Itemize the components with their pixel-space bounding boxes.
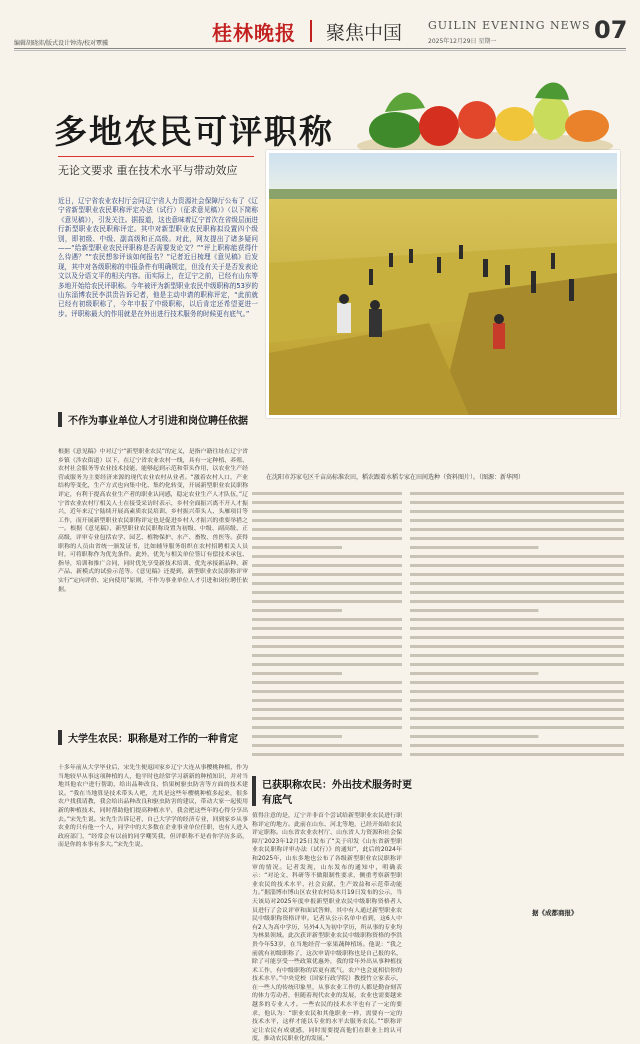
text-line	[410, 501, 624, 504]
text-line	[410, 681, 624, 684]
text-line	[252, 744, 402, 747]
article-title: 多地农民可评职称	[54, 112, 334, 151]
text-line	[252, 708, 402, 711]
text-line	[410, 744, 624, 747]
text-line	[252, 636, 402, 639]
article-intro: 近日，辽宁省农业农村厅会同辽宁省人力资源社会保障厅公布了《辽宁省新型职业农民职称评定办法（试行）（征求意见稿）》（以下简称《意见稿》），引发关注。据报道，这也意味着辽宁首次在省级层面进行新型职业农民职称评定。其中对新型职业农民职称拟设置四个级别，即初级、中级、副高级和正高级。对此，网友提出了诸多疑问——“给新型职业农民评职称是否需要发论文？”“评上职称能获得什么待遇？”“农民想参评该如何报名？”记者近日梳理《意见稿》后发现，其中对各级职称的申报条件有明确规定，但没有关于是否发表论文以及分语文平的相关内容。而实际上，在辽宁之前，已经有山东等多地开始给农民评职称。今年被评为新型职业农民中级职称的53岁的山东淄博农民李洪贵告诉记者，他是主动申请的职称评定，“此前就已经有初级职称了，今年申报了中级职称，以后肯定还希望更进一步。评职称最大的作用就是在外出进行技术服务的时候更有底气。”	[58, 197, 258, 318]
text-line	[252, 654, 402, 657]
photo-rice-field-drawing	[269, 153, 617, 415]
text-line	[410, 591, 624, 594]
text-line	[252, 726, 402, 729]
photo-caption: 在沈阳市苏家屯区千亩高标准农田，稻农跟着水稻专家在田间选种（资料图片）。（图源：新华网）	[266, 474, 525, 481]
text-line	[410, 600, 624, 603]
text-line	[252, 735, 342, 738]
text-line	[252, 519, 402, 522]
text-line	[410, 582, 624, 585]
text-line	[410, 627, 624, 630]
article-subtitle: 无论文要求 重在技术水平与带动效应	[58, 164, 238, 177]
text-line	[410, 537, 624, 540]
text-line	[252, 591, 402, 594]
page-number: 07	[594, 16, 628, 44]
section-2-heading: 大学生农民：职称是对工作的一种肯定	[58, 730, 254, 745]
page-editors: 编辑胡晓沛/版式设计钟涛/校对覃骥	[14, 40, 109, 47]
text-line	[252, 573, 402, 576]
text-line	[410, 492, 624, 495]
text-line	[410, 636, 624, 639]
body-text-columns	[252, 492, 626, 772]
text-line	[410, 645, 624, 648]
newspaper-logo: 桂林晚报	[212, 21, 296, 45]
text-line	[252, 609, 342, 612]
text-line	[410, 708, 624, 711]
text-line	[252, 753, 402, 756]
text-line	[252, 627, 402, 630]
text-line	[410, 573, 624, 576]
text-line	[252, 492, 402, 495]
text-line	[410, 519, 624, 522]
text-line	[410, 735, 538, 738]
text-line	[410, 663, 624, 666]
header-rule-thin	[14, 50, 626, 51]
text-line	[410, 672, 538, 675]
text-line	[410, 690, 624, 693]
section-3-heading: 已获职称农民：外出技术服务时更有底气	[252, 776, 412, 806]
text-line	[252, 681, 402, 684]
text-line	[252, 717, 402, 720]
text-line	[410, 699, 624, 702]
newspaper-english-name: GUILIN EVENING NEWS	[428, 19, 591, 32]
text-line	[252, 618, 402, 621]
section-2-text: 十多年前从大学毕业后，宋先生便返回家乡辽宁大连从事樱桃种植，作为当地较早从事这项种植的人，他平时也经常学习新新的种植知识，并对当地其他农户进行帮助，给出品种改良、恰果树驱虫防害等方面的技术建议。“我在当地算是技术带头人吧，尤其是这些年樱桃种植多起来，很多农户找我请教，我会给出品种改良和驱虫防害的建议，带动大家一起使用新的种植技术，同时帮助他们提高种植水平，我会把这些年的心得分享出去。”宋先生说。宋先生告诉记者，自己大学学的经济专业，回到家乡从事农业的只有他一个人，同学中的大多数在企业事业单位任职，也有人进入政府部门，“经常会有以前的同学嘲笑我，但评职称不是看你学历多高，而是你的本事有多大。”宋先生说。	[58, 765, 248, 849]
text-line	[252, 645, 402, 648]
text-line	[410, 726, 624, 729]
text-line	[252, 564, 402, 567]
text-line	[252, 600, 402, 603]
article-byline: 据《成都商报》	[532, 909, 578, 917]
header-separator	[310, 20, 312, 42]
rice-field-photo	[266, 150, 620, 418]
text-line	[252, 663, 402, 666]
text-line	[410, 564, 624, 567]
text-line	[410, 717, 624, 720]
text-line	[410, 609, 538, 612]
text-line	[252, 672, 342, 675]
text-line	[252, 510, 402, 513]
text-line	[252, 501, 402, 504]
header-rule	[14, 48, 626, 49]
text-line	[252, 546, 342, 549]
issue-date: 2025年12月29日 星期一	[428, 38, 497, 45]
text-line	[410, 555, 624, 558]
text-line	[410, 654, 624, 657]
text-line	[410, 528, 624, 531]
text-line	[252, 528, 402, 531]
text-line	[252, 582, 402, 585]
text-line	[410, 546, 538, 549]
section-1-text: 根据《意见稿》中对辽宁“新型职业农民”的定义，是指户籍往址在辽宁省乡镇（涉农街道）以下，在辽宁省农业农村一线，具有一定种植、养殖、农村社会服务等农业技术技能，能够起到示范和带头作用，以农业生产经营或服务为主要经济来源的现代农业农村从业者。“激着农村人口，产业结构等变化，生产方式也向集中化、集约化转变，开展新型职业农民职称评定，有利于提高农业生产者的职业认同感，稳定农业生产人才队伍，”辽宁省农业农村厅相关人士在接受采访时表示，乡村全面振兴离不开人才振兴，近年来辽宁陆续开展高素质农民培训、乡村振兴带头人、头雁项目等工作，而开展新型职业农民职称评定也是促进乡村人才振兴的重要举措之一。根据《意见稿》，新型职业农民职称设置为初级、中级、副高级、正高级，评审专业包括农学、园艺、植物保护、水产、畜牧、兽医等。获得职称的人员由省统一颁发证书，比如辅导服务组织在农村招聘相关人员时，可将职称作为优先条件。此外，优先与相关单位签订有偿技术承包、指导，培训和推广合同，同时优先享受新技术培训、优先承接新品种、新产品、新模式的试验示范等。《意见稿》还提到，新型职业农民职称评审实行“定向评价、定向使用”原则，不作为事业单位人才引进和岗位聘任依据。	[58, 449, 248, 593]
text-line	[252, 537, 402, 540]
section-3-text: 值得注意的是，辽宁并非首个尝试给新型职业农民进行职称评定的地方。此前在山东、河北等地，已经开始给农民评定职称。山东省农业农村厅、山东省人力资源和社会保障厅2023年12月25日发布了“关于印发《山东省新型职业农民职称评审办法（试行）》的通知”，此后的2024年和2025年，山东多地也公布了各级新型职业农民职称评审的情况。记者发现，山东发布的通知中，明确表示：“对论文、科研等不做限制性要求，侧重考察新型职业农民的技术水平、社会贡献、生产效益和示范带动能力。”据淄博市博山区农业农村局本月19日发布的公示，当天该局对2025年度申报新型职业农民中级职称资格者人员进行了会议评审和面试答辩，其中有人通过新型职业农民中级职称资格评审。记者从公示名单中看到，这6人中有2人为高中学历，另外4人为初中学历，所从事的专业均为林果领域。此次获评新型职业农民中级职称资格的李洪贵今年53岁，在当地经营一家果蔬种植场。他说：“我之前就有初级职称了，这次申请中级职称也是自己报的名，除了可能享受一些政策优惠外，我的常年外出从事种植技术工作，有中级职称的话更有底气。农户也会更相信你的技术水平。”中央党校（国家行政学院）教授竹立家表示，在一些人的传统印象里，从事农业工作的人都是勤奋刻苦的体力劳动者，但随着现代农业的发展，农业也需要越来越多的专业人才。一些农民的技术水平也有了一定的要求，他认为：“职业农民和其他职业一样，需要有一定的技术水平，这样才能以专业的水平去服务农民。”“职称评定让农民有成就感，同时需要提高他们在职业上的认可度，推动农民职业化的发展。”	[252, 813, 402, 1043]
text-line	[252, 690, 402, 693]
title-underline	[58, 156, 254, 157]
text-line	[252, 699, 402, 702]
text-line	[410, 510, 624, 513]
section-1-heading: 不作为事业单位人才引进和岗位聘任依据	[58, 412, 254, 427]
text-line	[410, 618, 624, 621]
section-name: 聚焦中国	[326, 22, 403, 44]
text-line	[252, 555, 402, 558]
text-line	[410, 753, 624, 756]
